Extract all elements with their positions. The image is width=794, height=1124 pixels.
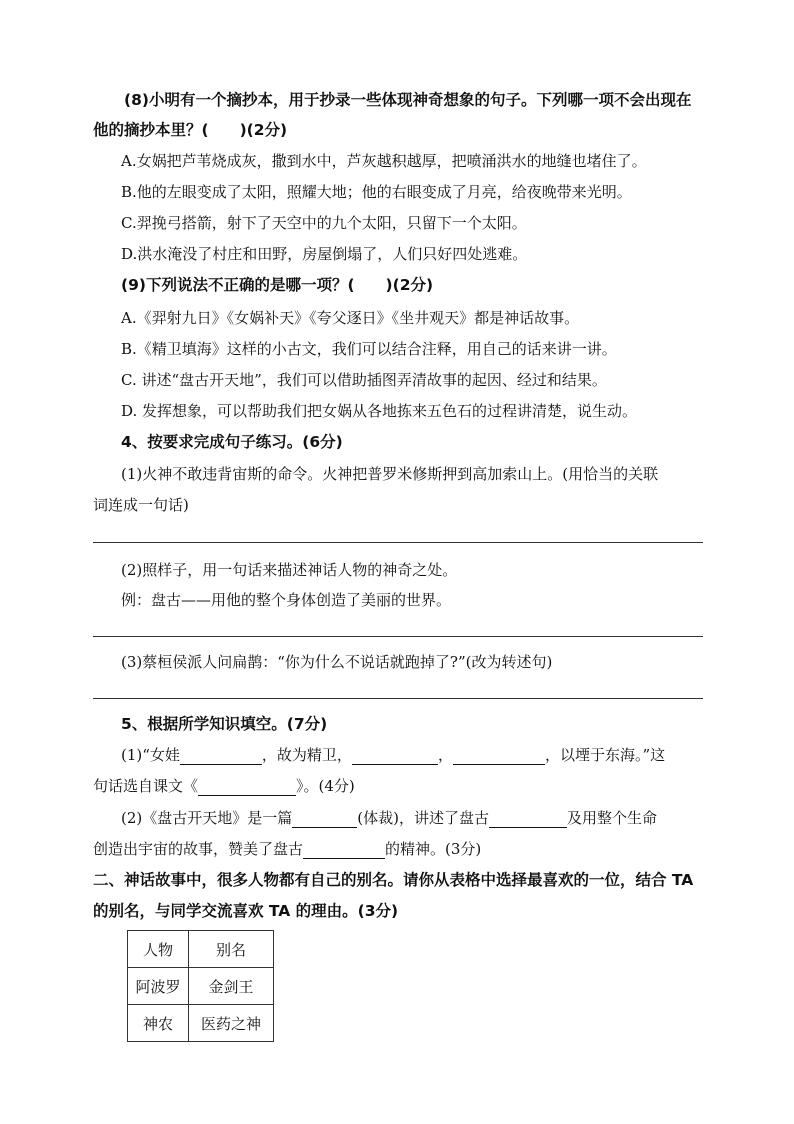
- answer-line-1[interactable]: [93, 542, 703, 543]
- fill-blank-5[interactable]: [292, 811, 357, 828]
- section5-line4-text-b: 的精神。(3分): [385, 840, 482, 858]
- answer-line-3[interactable]: [93, 698, 703, 699]
- part2-prompt-line2: 的别名，与同学交流喜欢 TA 的理由。(3分): [93, 902, 399, 920]
- fill-blank-6[interactable]: [489, 811, 567, 828]
- fill-blank-4[interactable]: [198, 779, 296, 796]
- section4-item2-example: 例：盘古——用他的整个身体创造了美丽的世界。: [121, 591, 452, 609]
- fill-blank-2[interactable]: [352, 748, 438, 765]
- section5-line1-text-b: ，故为精卫，: [261, 746, 352, 764]
- section4-item1-line2: 词连成一句话): [93, 496, 189, 514]
- section5-line1: [121, 745, 665, 765]
- table-cell-character: 阿波罗: [128, 968, 189, 1005]
- q9-option-a: A.《羿射九日》《女娲补天》《夸父逐日》《坐井观天》都是神话故事。: [121, 309, 580, 327]
- section5-line2-text-b: 》。(4分): [296, 777, 355, 795]
- q9-stem: (9)下列说法不正确的是哪一项？( )(2分): [121, 276, 434, 294]
- section4-item3: (3)蔡桓侯派人问扁鹊：“你为什么不说话就跑掉了?”(改为转述句): [121, 653, 553, 671]
- section5-line1-text-c: ，: [437, 746, 453, 764]
- section5-line1-text-d: ，以堙于东海。”这: [544, 746, 666, 764]
- q8-option-d: D.洪水淹没了村庄和田野，房屋倒塌了，人们只好四处逃难。: [121, 245, 528, 263]
- q8-option-a: A.女娲把芦苇烧成灰，撒到水中，芦灰越积越厚，把喷涌洪水的地缝也堵住了。: [121, 152, 647, 170]
- part2-prompt-line1: 二、神话故事中，很多人物都有自己的别名。请你从表格中选择最喜欢的一位，结合 TA: [93, 871, 694, 889]
- section5-line3-text-a: (2)《盘古开天地》是一篇: [121, 809, 293, 827]
- table-row: [128, 968, 274, 1005]
- section5-line4-text-a: 创造出宇宙的故事，赞美了盘古: [93, 840, 304, 858]
- q9-option-b: B.《精卫填海》这样的小古文，我们可以结合注释，用自己的话来讲一讲。: [121, 340, 617, 358]
- section5-title: 5、根据所学知识填空。(7分): [121, 715, 328, 733]
- q9-option-d: D. 发挥想象，可以帮助我们把女娲从各地拣来五色石的过程讲清楚，说生动。: [121, 402, 638, 420]
- section4-item2-line1: (2)照样子，用一句话来描述神话人物的神奇之处。: [121, 561, 458, 579]
- table-cell-character: 神农: [128, 1005, 189, 1042]
- q9-option-c: C. 讲述“盘古开天地”，我们可以借助插图弄清故事的起因、经过和结果。: [121, 371, 607, 389]
- fill-blank-7[interactable]: [303, 842, 385, 859]
- table-header-cell: 别名: [189, 931, 274, 968]
- section4-title: 4、按要求完成句子练习。(6分): [121, 433, 343, 451]
- answer-line-2[interactable]: [93, 636, 703, 637]
- section5-line3-text-c: 及用整个生命: [566, 809, 657, 827]
- section5-line3: [121, 808, 657, 828]
- table-cell-alias: 金剑王: [189, 968, 274, 1005]
- q8-option-b: B.他的左眼变成了太阳，照耀大地；他的右眼变成了月亮，给夜晚带来光明。: [121, 183, 632, 201]
- fill-blank-3[interactable]: [453, 748, 545, 765]
- table-header-cell: 人物: [128, 931, 189, 968]
- table-row: [128, 1005, 274, 1042]
- fill-blank-1[interactable]: [180, 748, 262, 765]
- q8-option-c: C.羿挽弓搭箭，射下了天空中的九个太阳，只留下一个太阳。: [121, 214, 527, 232]
- section5-line2-text-a: 句话选自课文《: [93, 777, 199, 795]
- section5-line2: [93, 776, 355, 796]
- q8-stem-line2: 他的摘抄本里？( )(2分): [93, 121, 288, 139]
- section5-line3-text-b: (体裁)，讲述了盘古: [357, 809, 489, 827]
- section4-item1-line1: (1)火神不敢违背宙斯的命令。火神把普罗米修斯押到高加索山上。(用恰当的关联: [121, 465, 659, 483]
- section5-line1-text-a: (1)“女娃: [121, 746, 180, 764]
- table-cell-alias: 医药之神: [189, 1005, 274, 1042]
- q8-stem-line1: (8)小明有一个摘抄本，用于抄录一些体现神奇想象的句子。下列哪一项不会出现在: [124, 91, 692, 109]
- section5-line4: [93, 839, 481, 859]
- table-header-row: [128, 931, 274, 968]
- alias-table: [127, 930, 274, 1042]
